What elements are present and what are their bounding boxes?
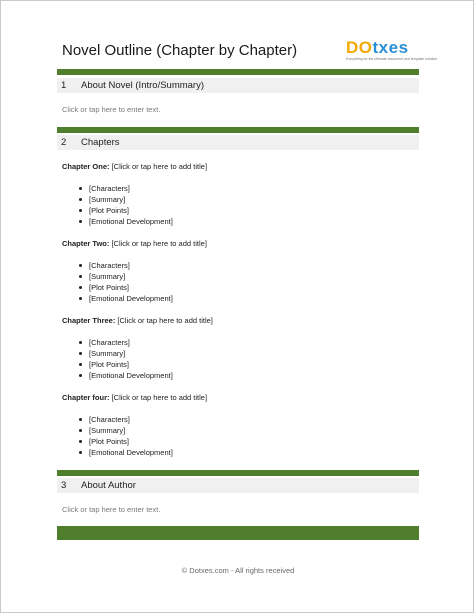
chapter-one-list bbox=[79, 183, 173, 227]
section-2-header bbox=[57, 135, 419, 150]
logo-letter-o: O bbox=[358, 38, 373, 57]
page-footer: © Dotxes.com - All rights received bbox=[181, 566, 295, 575]
chapter-title-placeholder[interactable]: [Click or tap here to add title] bbox=[109, 393, 208, 402]
logo-letter-d: D bbox=[346, 38, 359, 57]
list-item[interactable]: [Characters] bbox=[79, 414, 173, 425]
list-item[interactable]: [Emotional Development] bbox=[79, 216, 173, 227]
list-item[interactable]: [Summary] bbox=[79, 348, 173, 359]
section-3-label: About Author bbox=[81, 480, 136, 491]
section-2-number: 2 bbox=[61, 137, 67, 148]
about-novel-field[interactable]: Click or tap here to enter text. bbox=[62, 105, 161, 114]
logo-letters-txes: txes bbox=[372, 38, 409, 57]
list-item[interactable]: [Summary] bbox=[79, 271, 173, 282]
chapter-title-placeholder[interactable]: [Click or tap here to add title] bbox=[109, 162, 208, 171]
footer-bar bbox=[57, 526, 419, 540]
list-item[interactable]: [Emotional Development] bbox=[79, 370, 173, 381]
chapter-name: Chapter Two: bbox=[62, 239, 110, 248]
list-item[interactable]: [Summary] bbox=[79, 425, 173, 436]
chapter-two-list bbox=[79, 260, 173, 304]
section-1-header bbox=[57, 78, 419, 93]
list-item[interactable]: [Characters] bbox=[79, 183, 173, 194]
list-item[interactable]: [Plot Points] bbox=[79, 205, 173, 216]
chapter-three-list bbox=[79, 337, 173, 381]
chapter-one-heading[interactable] bbox=[62, 162, 207, 171]
section-2-bar bbox=[57, 127, 419, 133]
section-1-number: 1 bbox=[61, 80, 67, 91]
list-item[interactable]: [Plot Points] bbox=[79, 359, 173, 370]
list-item[interactable]: [Characters] bbox=[79, 260, 173, 271]
chapter-four-list bbox=[79, 414, 173, 458]
chapter-three-heading[interactable] bbox=[62, 316, 213, 325]
chapter-name: Chapter four: bbox=[62, 393, 110, 402]
dotxes-logo bbox=[346, 38, 438, 67]
chapter-name: Chapter One: bbox=[62, 162, 110, 171]
chapter-name: Chapter Three: bbox=[62, 316, 116, 325]
section-1-bar bbox=[57, 69, 419, 75]
section-3-header bbox=[57, 478, 419, 493]
chapter-title-placeholder[interactable]: [Click or tap here to add title] bbox=[109, 239, 207, 248]
logo-tagline: Everything for the ultimate document and template solution bbox=[346, 57, 438, 61]
document-title: Novel Outline (Chapter by Chapter) bbox=[62, 42, 298, 59]
list-item[interactable]: [Summary] bbox=[79, 194, 173, 205]
list-item[interactable]: [Characters] bbox=[79, 337, 173, 348]
list-item[interactable]: [Emotional Development] bbox=[79, 293, 173, 304]
section-2-label: Chapters bbox=[81, 137, 120, 148]
list-item[interactable]: [Plot Points] bbox=[79, 436, 173, 447]
section-3-bar bbox=[57, 470, 419, 476]
chapter-four-heading[interactable] bbox=[62, 393, 207, 402]
logo-wordmark bbox=[346, 39, 418, 57]
list-item[interactable]: [Emotional Development] bbox=[79, 447, 173, 458]
list-item[interactable]: [Plot Points] bbox=[79, 282, 173, 293]
chapter-title-placeholder[interactable]: [Click or tap here to add title] bbox=[115, 316, 213, 325]
about-author-field[interactable]: Click or tap here to enter text. bbox=[62, 505, 161, 514]
chapter-two-heading[interactable] bbox=[62, 239, 207, 248]
section-3-number: 3 bbox=[61, 480, 67, 491]
section-1-label: About Novel (Intro/Summary) bbox=[81, 80, 205, 91]
